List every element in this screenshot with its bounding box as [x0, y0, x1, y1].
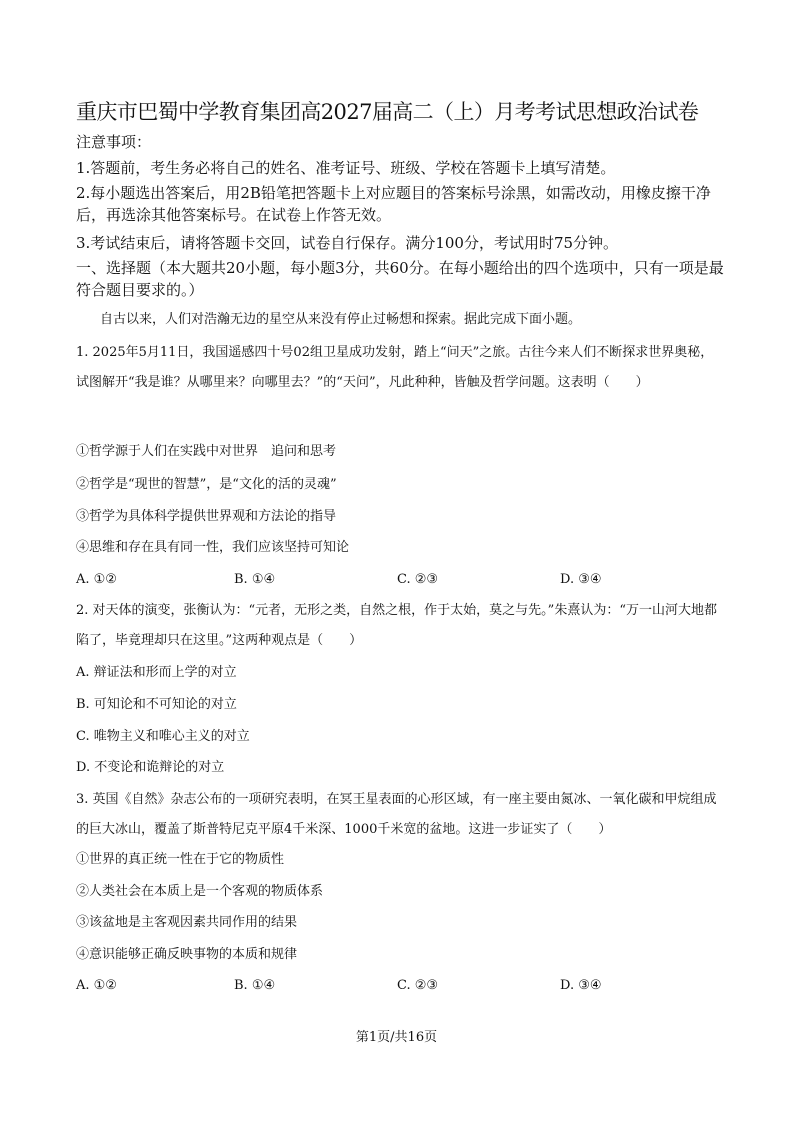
question-3-choice-a[interactable]: A. ①② [76, 978, 117, 993]
question-1-option-1: ①哲学源于人们在实践中对世界 追问和思考 [76, 444, 337, 459]
question-2-option-c[interactable]: C. 唯物主义和唯心主义的对立 [76, 729, 250, 744]
question-3-choice-d[interactable]: D. ③④ [560, 978, 602, 993]
question-2-stem: 2. 对天体的演变，张衡认为：“元者，无形之类，自然之根，作于太始，莫之与先。”朱熹认为：“万一山河大地都陷了，毕竟理却只在这里。”这两种观点是（ ） [76, 603, 717, 648]
question-2-option-b[interactable]: B. 可知论和不可知论的对立 [76, 697, 237, 712]
exam-title: 重庆市巴蜀中学教育集团高2027届高二（上）月考考试思想政治试卷 [76, 100, 699, 124]
section-heading: 一、选择题（本大题共20小题，每小题3分，共60分。在每小题给出的四个选项中，只有一项是最符合题目要求的。） [76, 259, 724, 299]
notice-heading: 注意事项： [76, 133, 152, 151]
notice-item-1: 1.答题前，考生务必将自己的姓名、准考证号、班级、学校在答题卡上填写清楚。 [76, 159, 616, 177]
question-3-option-1: ①世界的真正统一性在于它的物质性 [76, 852, 285, 867]
question-1-choice-b[interactable]: B. ①④ [234, 572, 276, 587]
question-1-choices [76, 570, 636, 590]
question-2-option-a[interactable]: A. 辩证法和形而上学的对立 [76, 665, 237, 680]
page-number: 第1页/共16页 [355, 1030, 438, 1045]
question-3-option-4: ④意识能够正确反映事物的本质和规律 [76, 947, 298, 962]
question-3-stem: 3. 英国《自然》杂志公布的一项研究表明，在冥王星表面的心形区域，有一座主要由氮冰、一氧化碳和甲烷组成的巨大冰山，覆盖了斯普特尼克平原4千米深、1000千米宽的盆地。这进一步证实了（ ） [76, 792, 717, 837]
question-1-choice-d[interactable]: D. ③④ [560, 572, 602, 587]
question-1-stem: 1. 2025年5月11日，我国遥感四十号02组卫星成功发射，踏上“问天”之旅。古往今来人们不断探求世界奥秘，试图解开“我是谁？从哪里来？向哪里去？”的“天问”，凡此种种，皆触及哲学问题。这表明（ ） [76, 345, 714, 390]
question-3-choices [76, 976, 636, 996]
question-3-option-3: ③该盆地是主客观因素共同作用的结果 [76, 915, 298, 930]
question-3-choice-b[interactable]: B. ①④ [234, 978, 276, 993]
notice-item-3: 3.考试结束后，请将答题卡交回，试卷自行保存。满分100分，考试用时75分钟。 [76, 234, 619, 252]
question-1-option-2: ②哲学是“现世的智慧”，是“文化的活的灵魂” [76, 477, 337, 492]
question-1-option-4: ④思维和存在具有同一性，我们应该坚持可知论 [76, 540, 350, 555]
notice-item-2: 2.每小题选出答案后，用2B铅笔把答题卡上对应题目的答案标号涂黑，如需改动，用橡皮擦干净后，再选涂其他答案标号。在试卷上作答无效。 [76, 184, 711, 224]
question-2-option-d[interactable]: D. 不变论和诡辩论的对立 [76, 760, 225, 775]
question-3-option-2: ②人类社会在本质上是一个客观的物质体系 [76, 884, 324, 899]
question-3-choice-c[interactable]: C. ②③ [397, 978, 439, 993]
question-1-option-3: ③哲学为具体科学提供世界观和方法论的指导 [76, 509, 337, 524]
question-1-choice-a[interactable]: A. ①② [76, 572, 117, 587]
question-1-choice-c[interactable]: C. ②③ [397, 572, 439, 587]
section-intro: 自古以来，人们对浩瀚无边的星空从来没有停止过畅想和探索。据此完成下面小题。 [100, 312, 582, 327]
